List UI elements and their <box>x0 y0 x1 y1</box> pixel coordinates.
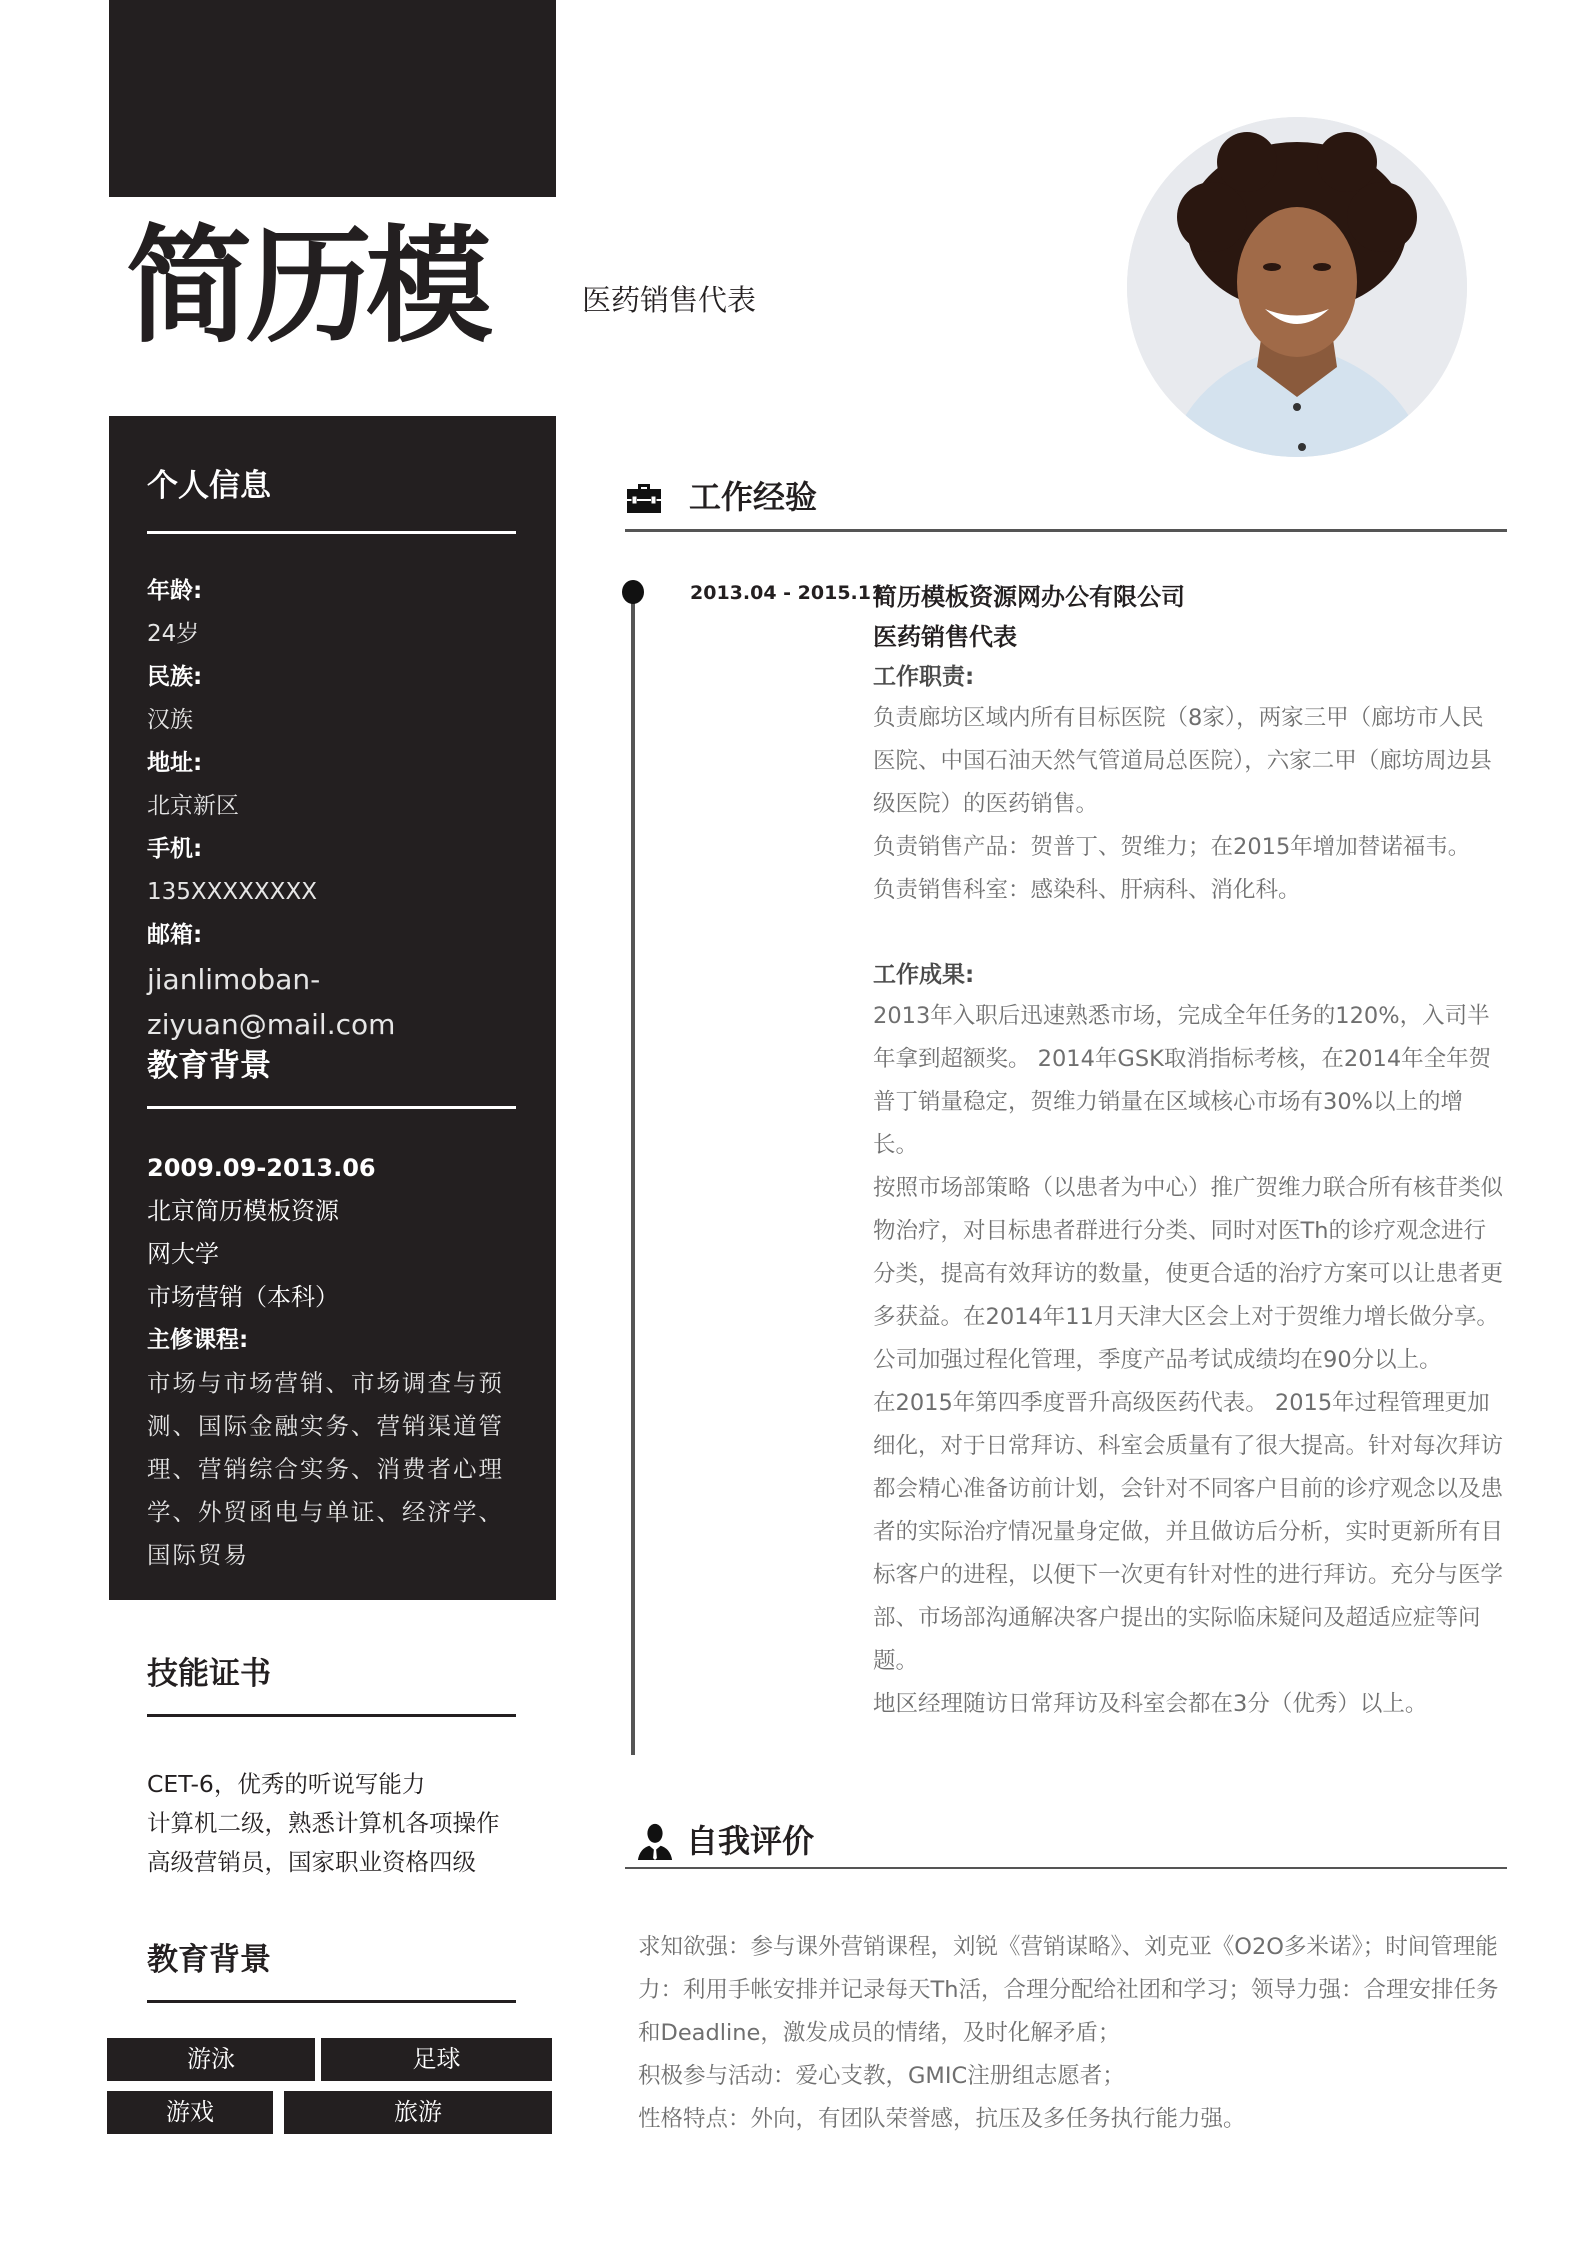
job-entry <box>873 578 1503 1726</box>
address-label: 地址: <box>147 750 203 776</box>
hobbies-heading: 教育背景 <box>147 1942 271 1978</box>
evaluation-item: 积极参与活动：爱心支教，GMIC注册组志愿者； <box>638 2063 1125 2089</box>
skill-item: 计算机二级，熟悉计算机各项操作 <box>147 1809 500 1837</box>
job-date: 2013.04 - 2015.11 <box>690 582 885 604</box>
age-label: 年龄: <box>147 578 203 604</box>
timeline-dot <box>622 580 644 604</box>
hobby-tag-swimming: 游泳 <box>107 2038 315 2081</box>
hobby-tag-games: 游戏 <box>107 2091 273 2134</box>
courses-list: 市场与市场营销、市场调查与预测、国际金融实务、营销渠道管理、营销综合实务、消费者心理学、外贸函电与单证、经济学、国际贸易 <box>147 1369 504 1569</box>
hobby-tag-football: 足球 <box>321 2038 552 2081</box>
school-name-line1: 北京简历模板资源 <box>147 1197 339 1225</box>
education-date: 2009.09-2013.06 <box>147 1154 376 1182</box>
timeline-line <box>631 592 635 1755</box>
phone-label: 手机: <box>147 836 203 862</box>
result-item: 地区经理随访日常拜访及科室会都在3分（优秀）以上。 <box>873 1691 1428 1717</box>
evaluation-item: 性格特点：外向，有团队荣誉感，抗压及多任务执行能力强。 <box>638 2106 1246 2132</box>
education-heading: 教育背景 <box>147 1048 271 1084</box>
portrait-image <box>1127 117 1467 457</box>
personal-info-heading: 个人信息 <box>147 468 271 504</box>
job-role: 医药销售代表 <box>873 623 1017 651</box>
section-divider <box>147 1106 516 1109</box>
result-item: 2013年入职后迅速熟悉市场，完成全年任务的120%，入司半年拿到超额奖。 2014年GSK取消指标考核，在2014年全年贺普丁销量稳定，贺维力销量在区域核心市场有30%以上的增长。 <box>873 1003 1492 1158</box>
left-info-panel <box>109 416 556 1600</box>
result-item: 按照市场部策略（以患者为中心）推广贺维力联合所有核苷类似物治疗，对目标患者群进行分类、同时对医Th的诊疗观念进行分类，提高有效拜访的数量，使更合适的治疗方案可以让患者更多获益。在2014年11月天津大区会上对于贺维力增长做分享。公司加强过程化管理，季度产品考试成绩均在90分以上。 <box>873 1175 1504 1373</box>
avatar-photo <box>1127 117 1467 457</box>
duty-item: 负责销售科室：感染科、肝病科、消化科。 <box>873 877 1301 903</box>
hobbies-section <box>147 1940 516 2003</box>
section-divider <box>625 1867 1507 1869</box>
duty-item: 负责廊坊区域内所有目标医院（8家），两家三甲（廊坊市人民医院、中国石油天然气管道局总医院），六家二甲（廊坊周边县级医院）的医药销售。 <box>873 705 1492 817</box>
work-experience-header <box>625 477 817 517</box>
self-evaluation-body <box>638 1926 1508 2141</box>
job-company: 简历模板资源网办公有限公司 <box>873 583 1185 611</box>
briefcase-icon <box>625 478 663 516</box>
major: 市场营销（本科） <box>147 1283 339 1311</box>
ethnicity-value: 汉族 <box>147 707 193 733</box>
skills-section <box>147 1654 516 1882</box>
section-divider <box>147 1714 516 1717</box>
school-name-line2: 网大学 <box>147 1240 219 1268</box>
phone-value: 135XXXXXXXX <box>147 879 317 905</box>
section-divider <box>147 2000 516 2003</box>
result-item: 在2015年第四季度晋升高级医药代表。 2015年过程管理更加细化，对于日常拜访、科室会质量有了很大提高。针对每次拜访都会精心准备访前计划，会针对不同客户目前的诊疗观念以及患者的实际治疗情况量身定做，并且做访后分析，实时更新所有目标客户的进程，以便下一次更有针对性的进行拜访。充分与医学部、市场部沟通解决客户提出的实际临床疑问及超适应症等问题。 <box>873 1390 1504 1674</box>
page-title: 简历模 <box>126 213 486 360</box>
job-title-subtitle: 医药销售代表 <box>582 283 757 317</box>
self-evaluation-header <box>636 1821 814 1861</box>
self-evaluation-heading: 自我评价 <box>686 1822 815 1860</box>
section-divider <box>147 531 516 534</box>
duties-label: 工作职责: <box>873 664 975 690</box>
work-experience-heading: 工作经验 <box>689 478 818 516</box>
address-value: 北京新区 <box>147 793 239 819</box>
courses-label: 主修课程: <box>147 1327 249 1353</box>
section-divider <box>625 529 1507 532</box>
email-label: 邮箱: <box>147 922 203 948</box>
ethnicity-label: 民族: <box>147 664 203 690</box>
evaluation-item: 求知欲强：参与课外营销课程，刘锐《营销谋略》、刘克亚《O2O多米诺》；时间管理能力：利用手帐安排并记录每天Th活，合理分配给社团和学习；领导力强：合理安排任务和Deadline，激发成员的情绪，及时化解矛盾； <box>638 1934 1499 2046</box>
hobby-tag-travel: 旅游 <box>284 2091 552 2134</box>
results-label: 工作成果: <box>873 962 975 988</box>
duty-item: 负责销售产品：贺普丁、贺维力；在2015年增加替诺福韦。 <box>873 834 1471 860</box>
email-value: jianlimoban-ziyuan@mail.com <box>147 963 396 1041</box>
age-value: 24岁 <box>147 621 200 647</box>
person-icon <box>636 1822 674 1860</box>
skill-item: 高级营销员，国家职业资格四级 <box>147 1848 476 1876</box>
header-dark-block <box>109 0 556 197</box>
skill-item: CET-6，优秀的听说写能力 <box>147 1770 426 1798</box>
skills-heading: 技能证书 <box>147 1656 271 1692</box>
